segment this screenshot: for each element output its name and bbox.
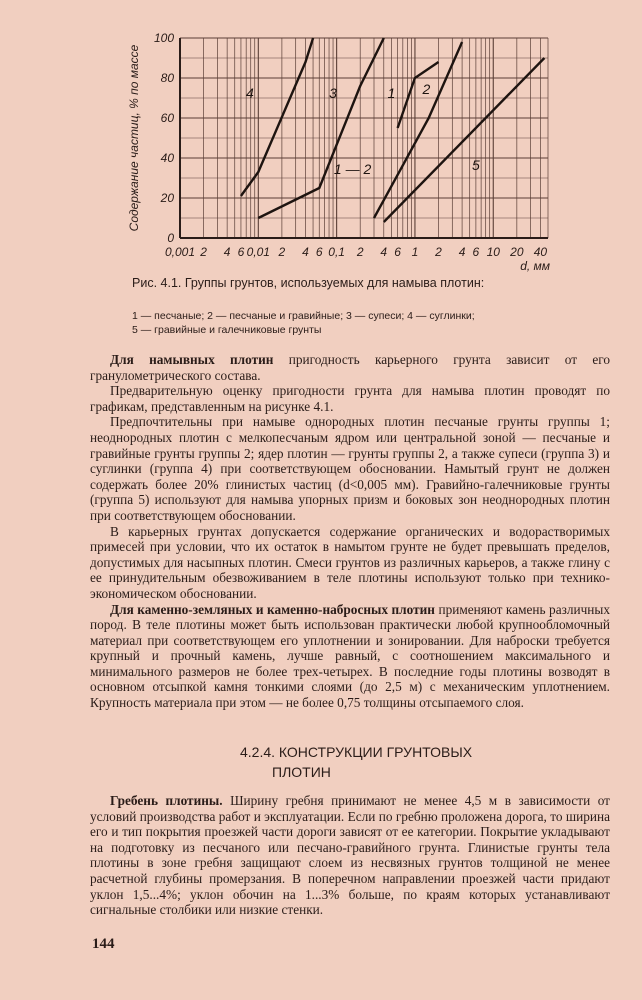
curve-label: 2 <box>422 81 431 97</box>
y-tick-label: 20 <box>160 191 174 205</box>
x-tick-label: 6 <box>394 245 401 259</box>
x-tick-label: 6 <box>472 245 480 259</box>
x-tick-label: 20 <box>510 245 524 259</box>
x-tick-label: 2 <box>435 245 442 259</box>
curve-label: 5 <box>471 157 480 173</box>
paragraph-3: Предпочтительны при намыве однородных плотин песчаные грунты группы 1; неоднородных плотин с мелкопесчаным ядром или центральной зоной — песчаные и гравийные грунты группы 2; ядер плотин — грунты группы 2, а также супеси (группа 3) и суглинки (группа 4) при соответствующем обосновании. Намытый грунт не должен содержать более 20% глинистых частиц (d<0,005 мм). Гравийно-галечниковые грунты (группа 5) используют для намыва упорных призм и боковых зон неоднородных плотин при соответствующем обосновании. <box>90 414 610 523</box>
x-tick-label: 1 <box>411 245 419 259</box>
section-heading-line-2: ПЛОТИН <box>272 764 331 780</box>
series-line-4 <box>241 38 313 196</box>
paragraph-6 <box>90 793 610 918</box>
paragraph-6-lead: Гребень плотины. <box>110 793 223 808</box>
x-axis-label: d, мм <box>520 259 550 273</box>
page-number: 144 <box>92 936 115 952</box>
paragraph-6-body: Ширину гребня принимают не менее 4,5 м в зависимости от условий производства работ и эксплуатации. Если по гребню проложена дорога, то ширина его и тип покрытия проезжей части дороги зависят от ее категории. Покрытие укладывают на подготовку из песчаного или песчано-гравийного грунта. Глинистые грунты тела плотины в зоне гребня защищают слоем из несвязных грунтов толщиной не менее расчетной глубины промерзания. В поперечном направлении проезжей части придают уклон 1,5...4%; уклон обочин на 1...3% больше, по краям которых устанавливают сигнальные столбики или низкие стенки. <box>90 793 610 918</box>
x-tick-label: 0,001 <box>164 245 196 259</box>
curve-label: 1 <box>387 85 396 101</box>
x-tick-label: 40 <box>533 245 548 259</box>
paragraph-1-body: пригодность карьерного грунта зависит от его гранулометрического состава. <box>90 352 610 383</box>
y-tick-label: 0 <box>167 231 174 245</box>
y-tick-label: 60 <box>160 111 174 125</box>
paragraph-4: В карьерных грунтах допускается содержание органических и водорастворимых примесей при условии, что их остаток в намытом грунте не будет превышать пределов, допустимых для насыпных плотин. Смеси грунтов из различных карьеров, а также глину с ее принудительным обезвоживанием в теле плотины используют только при технико-экономическом обосновании. <box>90 523 610 601</box>
curve-label: 3 <box>329 85 337 101</box>
curve-label: 1 — 2 <box>333 161 372 177</box>
x-tick-label: 6 <box>237 245 245 259</box>
body-text-lower <box>90 793 610 918</box>
x-tick-label: 4 <box>380 245 388 259</box>
section-heading-line-1: 4.2.4. КОНСТРУКЦИИ ГРУНТОВЫХ <box>240 744 473 760</box>
x-tick-label: 4 <box>302 245 309 259</box>
grain-size-chart <box>118 20 558 273</box>
body-text-upper <box>90 352 610 711</box>
y-tick-label: 40 <box>160 151 174 165</box>
figure-legend <box>132 309 572 337</box>
x-tick-label: 2 <box>356 245 364 259</box>
paragraph-2: Предварительную оценку пригодности грунта для намыва плотин проводят по графикам, представленным на рисунке 4.1. <box>90 383 610 414</box>
x-tick-label: 0,01 <box>246 245 270 259</box>
x-tick-label: 2 <box>278 245 286 259</box>
y-tick-label: 100 <box>153 31 174 45</box>
curve-label: 4 <box>245 85 254 101</box>
legend-line-2: 5 — гравийные и галечниковые грунты <box>132 324 322 336</box>
series-line-2 <box>374 42 462 218</box>
x-tick-label: 0,1 <box>328 245 345 259</box>
y-axis-label: Содержание частиц, % по массе <box>127 44 141 232</box>
x-tick-label: 4 <box>223 245 231 259</box>
paragraph-5 <box>90 602 610 711</box>
x-tick-label: 6 <box>315 245 323 259</box>
x-tick-label: 4 <box>458 245 466 259</box>
paragraph-5-lead: Для каменно-земляных и каменно-набросных плотин <box>110 601 435 617</box>
legend-line-1: 1 — песчаные; 2 — песчаные и гравийные; 3 — супеси; 4 — суглинки; <box>132 310 475 322</box>
figure-caption: Рис. 4.1. Группы грунтов, используемых для намыва плотин: <box>132 276 485 290</box>
paragraph-1-lead: Для намывных плотин <box>110 352 274 367</box>
x-tick-label: 10 <box>486 245 500 259</box>
paragraph-1 <box>90 352 610 383</box>
paragraph-5-body: применяют камень различных пород. В теле плотины может быть использован практически любой крупнообломочный материал при соответствующем его уплотнении и зонировании. Для наброски требуется крупный и прочный камень, лучше равный, с соотношением максимального и минимального размеров не более трех-четырех. В последние годы плотины возводят в основном отсыпкой камня тонкими слоями (до 2,5 м) с механическим уплотнением. Крупность материала при этом — не более 0,75 толщины отсыпаемого слоя. <box>90 601 610 711</box>
section-heading <box>240 742 520 782</box>
chart-svg <box>118 20 558 273</box>
y-tick-label: 80 <box>160 71 174 85</box>
x-tick-label: 2 <box>200 245 207 259</box>
series-line-5 <box>384 58 545 222</box>
